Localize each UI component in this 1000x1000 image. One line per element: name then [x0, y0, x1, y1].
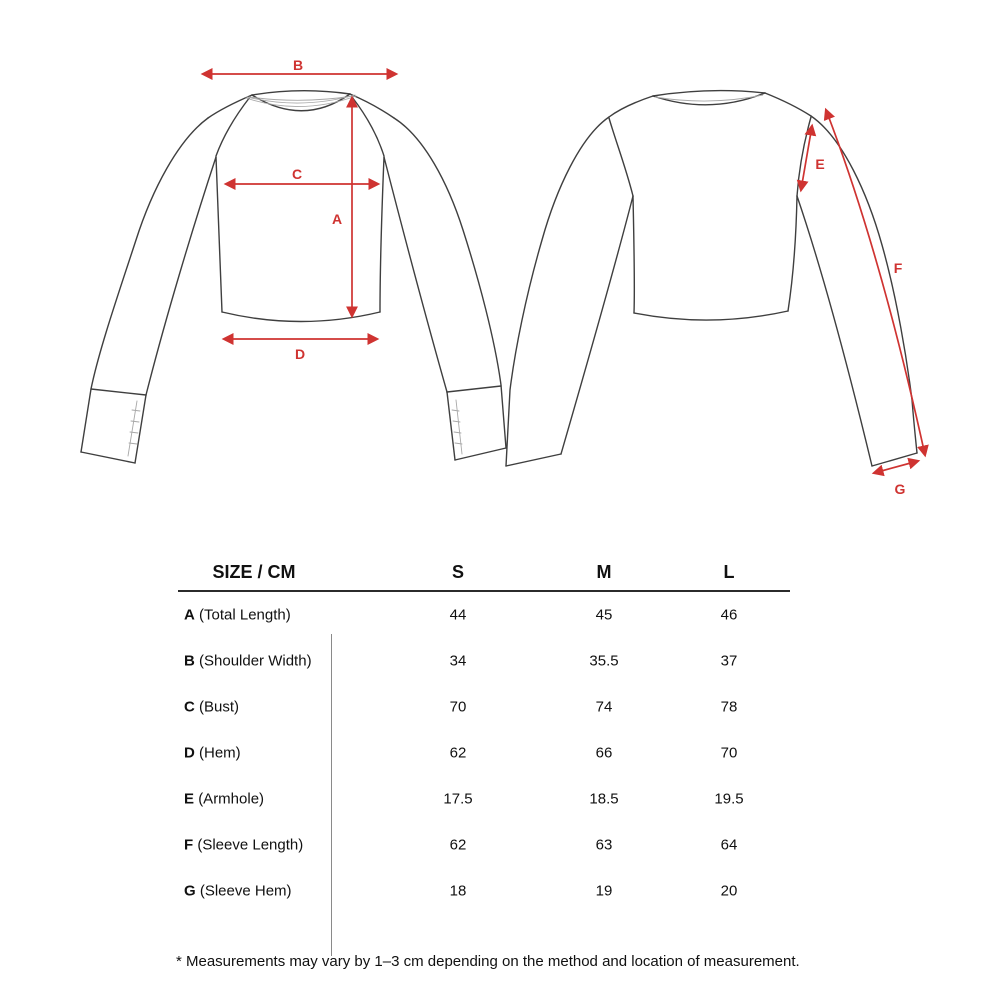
back-view-drawing	[506, 91, 917, 466]
size-table-header	[178, 550, 790, 592]
footnote: * Measurements may vary by 1–3 cm depending on the method and location of measurement.	[176, 953, 800, 970]
row-name: (Hem)	[199, 744, 241, 762]
back-view-details	[655, 95, 763, 101]
arrow-F	[826, 110, 925, 455]
front-collar	[252, 91, 350, 95]
size-table	[178, 550, 790, 914]
table-row	[178, 592, 790, 638]
value-l: 78	[720, 698, 738, 716]
row-letter: D	[184, 744, 195, 762]
back-collar	[653, 91, 765, 96]
row-name: (Armhole)	[198, 790, 265, 808]
label-F: F	[893, 260, 903, 276]
value-l: 37	[720, 652, 738, 670]
row-name: (Shoulder Width)	[199, 652, 312, 670]
table-row	[178, 638, 790, 684]
size-table-title: SIZE / CM	[212, 562, 296, 582]
row-label	[184, 791, 264, 808]
row-label	[184, 653, 312, 670]
table-row	[178, 822, 790, 868]
label-B: B	[292, 57, 304, 73]
value-l: 20	[720, 882, 738, 900]
row-letter: E	[184, 790, 195, 808]
row-letter: C	[184, 698, 195, 716]
table-row	[178, 776, 790, 822]
value-m: 63	[595, 836, 613, 854]
row-letter: G	[184, 882, 196, 900]
row-label	[184, 699, 239, 716]
front-view-drawing	[81, 91, 506, 463]
value-s: 44	[449, 606, 467, 624]
value-l: 70	[720, 744, 738, 762]
value-s: 62	[449, 836, 467, 854]
value-s: 62	[449, 744, 467, 762]
row-name: (Bust)	[199, 698, 240, 716]
row-label	[184, 837, 303, 854]
row-letter: B	[184, 652, 195, 670]
value-s: 34	[449, 652, 467, 670]
value-m: 19	[595, 882, 613, 900]
value-s: 18	[449, 882, 467, 900]
column-header-m: M	[596, 562, 612, 582]
label-D: D	[294, 346, 306, 362]
value-m: 35.5	[589, 652, 619, 670]
table-row	[178, 684, 790, 730]
column-header-s: S	[451, 562, 465, 582]
row-label	[184, 745, 241, 762]
row-label	[184, 607, 291, 624]
label-G: G	[894, 481, 906, 497]
value-m: 74	[595, 698, 613, 716]
row-label	[184, 883, 292, 900]
table-row	[178, 730, 790, 776]
table-row	[178, 868, 790, 914]
front-measurement-arrows	[203, 74, 396, 339]
row-name: (Sleeve Length)	[197, 836, 304, 854]
value-s: 70	[449, 698, 467, 716]
label-E: E	[815, 156, 825, 172]
value-s: 17.5	[443, 790, 473, 808]
size-table-body	[178, 592, 790, 914]
label-A: A	[331, 211, 343, 227]
row-letter: A	[184, 606, 195, 624]
value-m: 66	[595, 744, 613, 762]
value-l: 46	[720, 606, 738, 624]
row-name: (Total Length)	[199, 606, 291, 624]
row-letter: F	[184, 836, 194, 854]
row-name: (Sleeve Hem)	[199, 882, 292, 900]
value-l: 19.5	[714, 790, 744, 808]
value-m: 18.5	[589, 790, 619, 808]
value-m: 45	[595, 606, 613, 624]
column-header-l: L	[723, 562, 735, 582]
measurement-labels	[292, 57, 906, 497]
value-l: 64	[720, 836, 738, 854]
label-C: C	[291, 166, 303, 182]
